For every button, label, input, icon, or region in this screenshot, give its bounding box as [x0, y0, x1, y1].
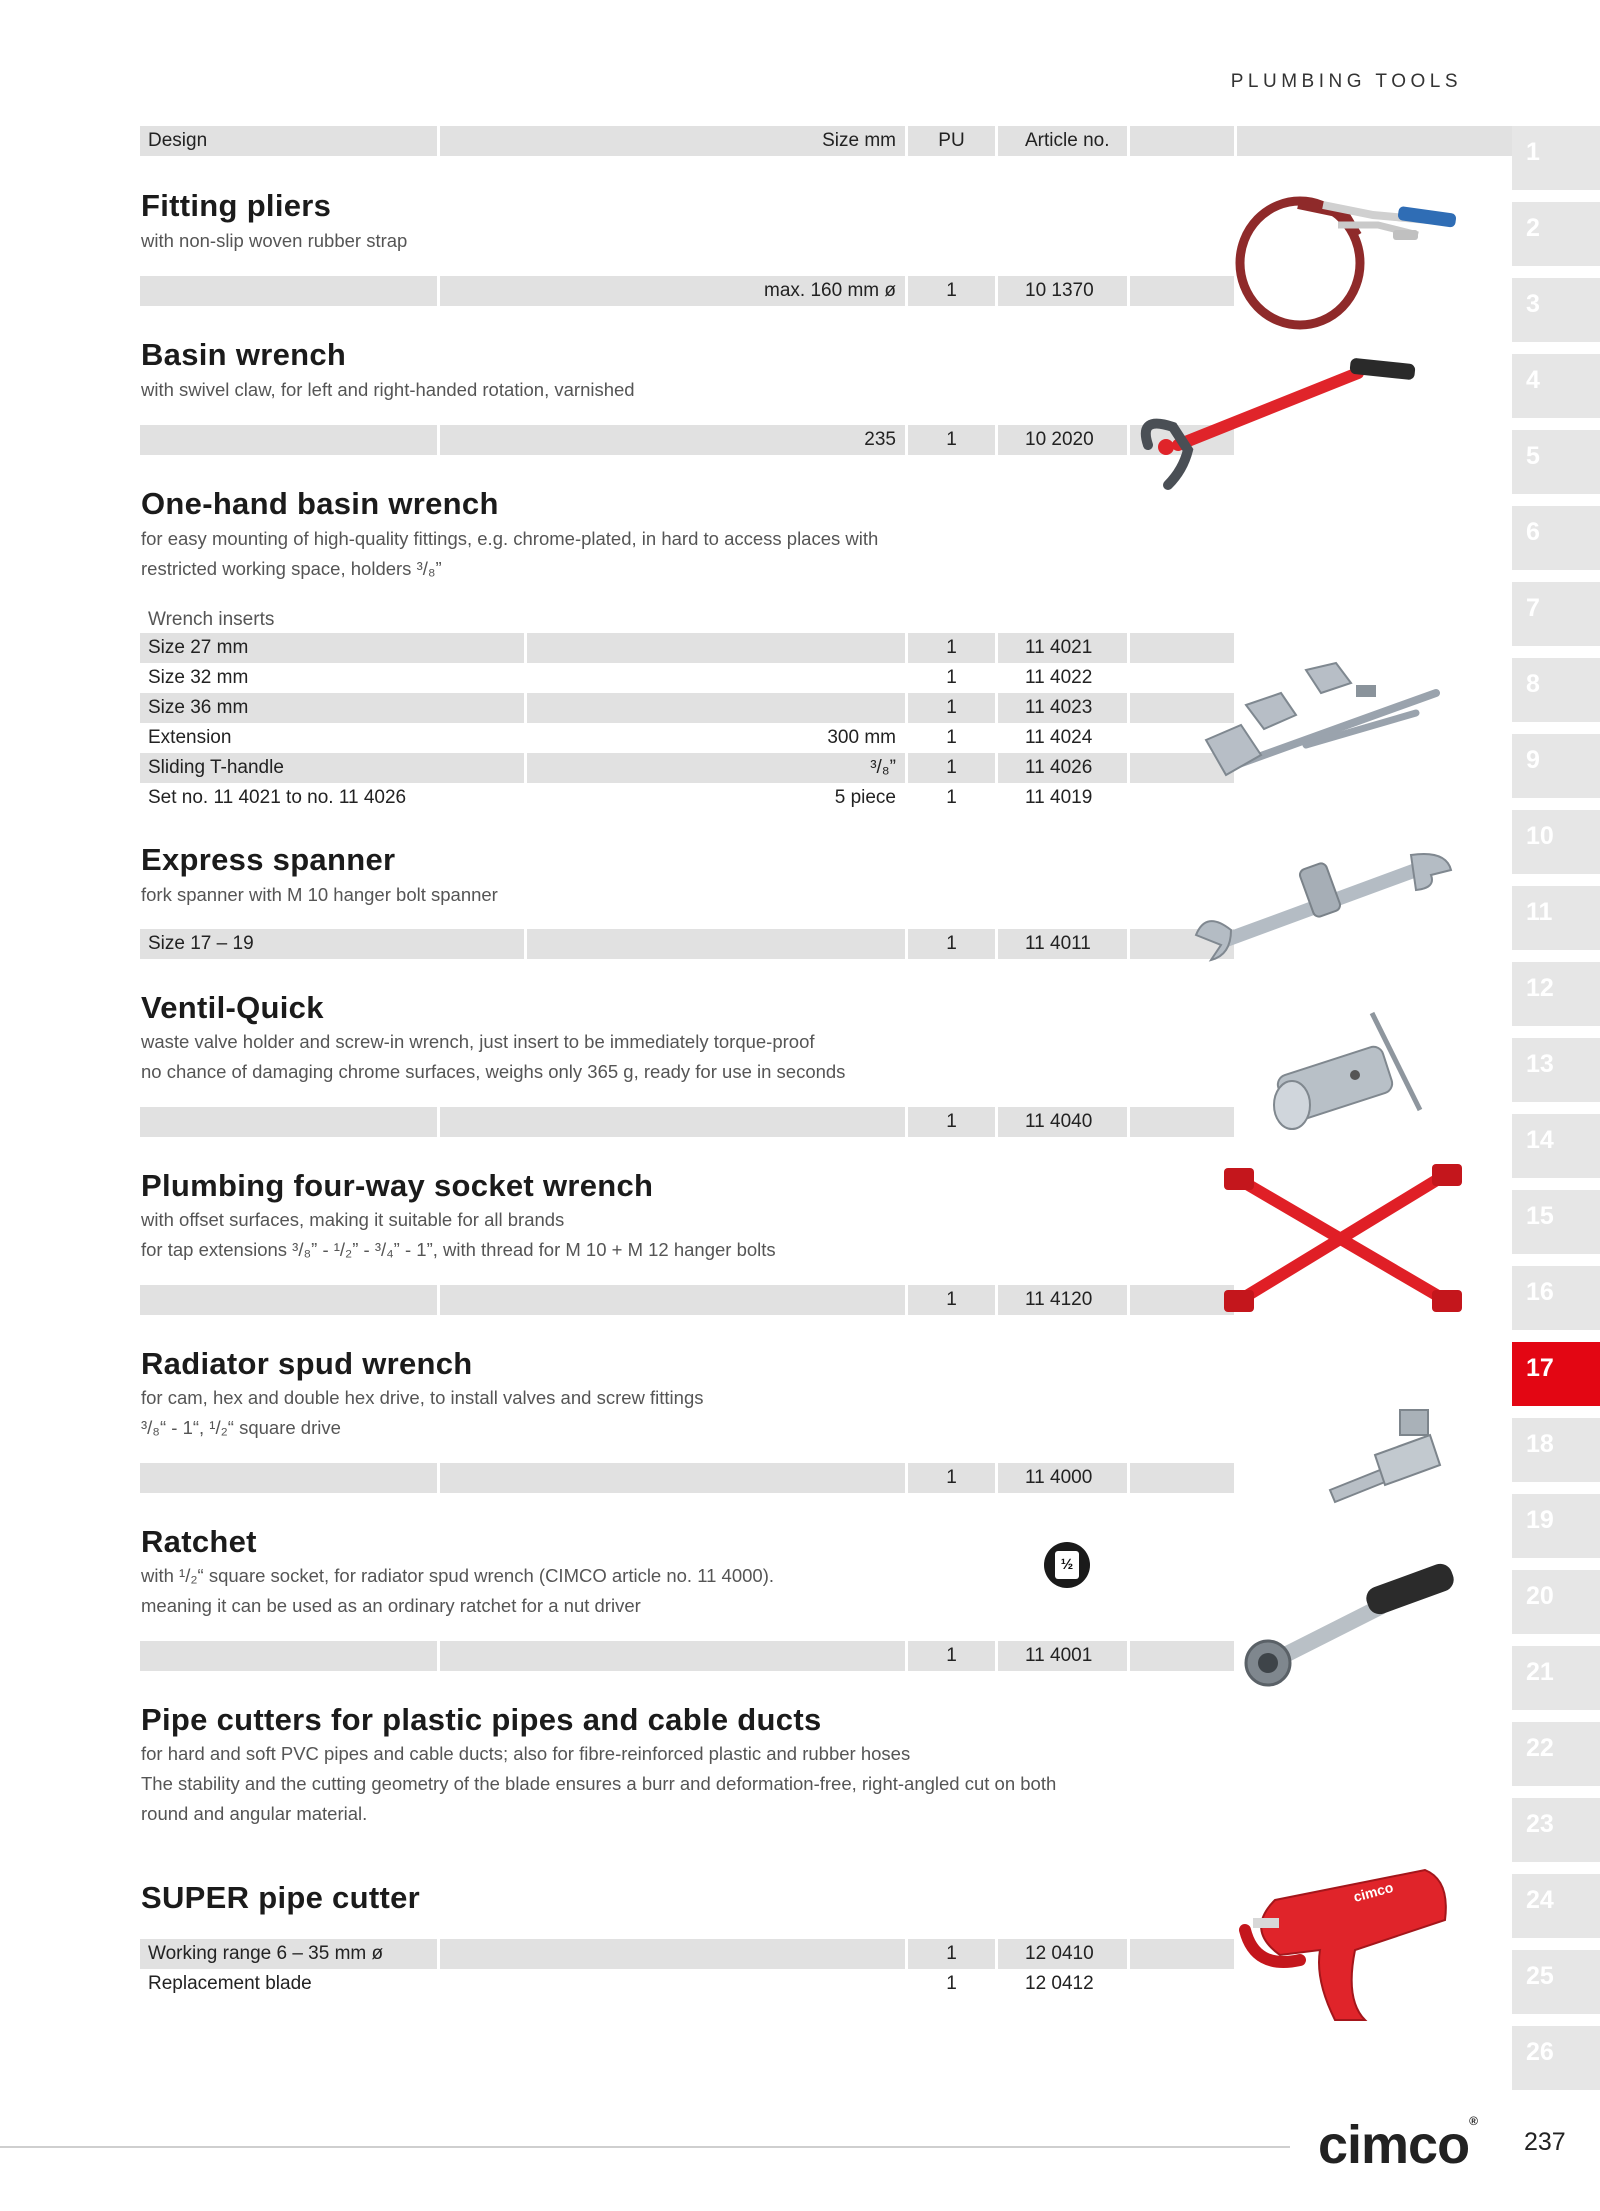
product-desc: with swivel claw, for left and right-handed rotation, varnished: [141, 379, 635, 400]
table-row: [140, 693, 1094, 723]
section-tab[interactable]: 12: [1512, 962, 1600, 1026]
cell-pu: 1: [946, 787, 957, 808]
product-desc: with ¹/₂“ square socket, for radiator spud wrench (CIMCO article no. 11 4000).: [141, 1565, 775, 1586]
section-tab[interactable]: 2: [1512, 202, 1600, 266]
cell-design: [140, 1463, 437, 1493]
footer-divider: [0, 2146, 1290, 2148]
cell-spacer: [1130, 1107, 1234, 1137]
cell-design: Working range 6 – 35 mm ø: [140, 1939, 437, 1969]
express-spanner-image: [1186, 840, 1456, 970]
cell-size: max. 160 mm ø: [440, 276, 905, 306]
table-row: [140, 633, 1094, 663]
svg-text:cimco: cimco: [1351, 1878, 1395, 1905]
cell-pu: 1: [908, 1107, 995, 1137]
cell-article: 11 4000: [998, 1463, 1127, 1493]
cell-size: [527, 929, 905, 959]
section-tab[interactable]: 21: [1512, 1646, 1600, 1710]
cell-design: [140, 276, 437, 306]
table-row: [140, 1285, 1094, 1315]
cell-design: Size 27 mm: [140, 633, 524, 663]
logo-text: cimco: [1318, 2115, 1470, 2175]
cell-pu: 1: [908, 1939, 995, 1969]
section-tab[interactable]: 8: [1512, 658, 1600, 722]
cell-pu: 1: [908, 929, 995, 959]
table-row: [140, 783, 1094, 813]
section-tab[interactable]: 16: [1512, 1266, 1600, 1330]
cell-size: [527, 693, 905, 723]
product-desc: with offset surfaces, making it suitable for all brands: [141, 1209, 565, 1230]
product-title: One-hand basin wrench: [141, 486, 499, 521]
table-row: [140, 1641, 1094, 1671]
radiator-spud-wrench-image: [1320, 1400, 1460, 1510]
cell-size: [527, 633, 905, 663]
product-title: Basin wrench: [141, 337, 347, 372]
cell-pu: 1: [908, 1285, 995, 1315]
section-tab[interactable]: 10: [1512, 810, 1600, 874]
table-header: [140, 126, 1596, 156]
product-title: Fitting pliers: [141, 188, 332, 223]
product-desc: fork spanner with M 10 hanger bolt spanner: [141, 884, 498, 905]
section-tab[interactable]: 23: [1512, 1798, 1600, 1862]
cell-article: 10 2020: [998, 425, 1127, 455]
product-desc: waste valve holder and screw-in wrench, just insert to be immediately torque-proof: [141, 1031, 815, 1052]
cell-design: Replacement blade: [148, 1973, 312, 1994]
table-row: [140, 753, 1094, 783]
table-row: [140, 1107, 1094, 1137]
section-tab-active[interactable]: 17: [1512, 1342, 1600, 1406]
product-title: Radiator spud wrench: [141, 1346, 473, 1381]
product-desc: no chance of damaging chrome surfaces, weighs only 365 g, ready for use in seconds: [141, 1061, 846, 1082]
section-tab[interactable]: 24: [1512, 1874, 1600, 1938]
cell-design: [140, 425, 437, 455]
cell-design: [140, 1107, 437, 1137]
cell-article: 11 4023: [998, 693, 1127, 723]
ventil-quick-image: [1260, 1005, 1460, 1140]
table-row: [140, 425, 1094, 455]
badge-text: ½: [1055, 1551, 1079, 1579]
product-desc: for cam, hex and double hex drive, to install valves and screw fittings: [141, 1387, 704, 1408]
cell-size: ³/₈”: [527, 753, 905, 783]
table-row: [140, 723, 1094, 753]
section-tab[interactable]: 15: [1512, 1190, 1600, 1254]
section-tab[interactable]: 6: [1512, 506, 1600, 570]
cell-article: 11 4120: [998, 1285, 1127, 1315]
cell-spacer: [1130, 1939, 1234, 1969]
cell-design: [140, 1641, 437, 1671]
cell-pu: 1: [908, 753, 995, 783]
cell-pu: 1: [908, 1463, 995, 1493]
table-row: [140, 929, 1094, 959]
cell-size: [440, 1107, 905, 1137]
cell-size: [527, 663, 905, 693]
cell-design: Sliding T-handle: [140, 753, 524, 783]
cell-spacer: [1130, 276, 1234, 306]
product-desc: round and angular material.: [141, 1803, 368, 1824]
product-title: Pipe cutters for plastic pipes and cable ducts: [141, 1702, 822, 1737]
cell-pu: 1: [908, 1641, 995, 1671]
section-tab[interactable]: 1: [1512, 126, 1600, 190]
col-article-header: Article no.: [998, 126, 1127, 156]
cell-article: 11 4019: [1025, 787, 1093, 808]
section-tab[interactable]: 9: [1512, 734, 1600, 798]
cell-size: [440, 1641, 905, 1671]
cell-article: 12 0412: [1025, 1973, 1094, 1994]
cell-size: 235: [440, 425, 905, 455]
cell-design: Size 17 – 19: [140, 929, 524, 959]
cell-pu: 1: [946, 667, 957, 688]
cell-article: 11 4022: [1025, 667, 1093, 688]
four-way-socket-wrench-image: [1210, 1160, 1470, 1320]
cell-design: Set no. 11 4021 to no. 11 4026: [148, 787, 407, 808]
cell-size: [440, 1969, 905, 1999]
section-tab[interactable]: 4: [1512, 354, 1600, 418]
product-desc: ³/₈“ - 1“, ¹/₂“ square drive: [141, 1417, 341, 1438]
col-size-header: Size mm: [440, 126, 905, 156]
registered-mark: ®: [1469, 2114, 1477, 2128]
page-number: 237: [1524, 2128, 1566, 2156]
section-tab[interactable]: 3: [1512, 278, 1600, 342]
product-title: Plumbing four-way socket wrench: [141, 1168, 654, 1203]
section-tab[interactable]: 7: [1512, 582, 1600, 646]
cell-spacer: [1130, 1641, 1234, 1671]
product-desc: meaning it can be used as an ordinary ratchet for a nut driver: [141, 1595, 641, 1616]
section-tab[interactable]: 19: [1512, 1494, 1600, 1558]
section-tab[interactable]: 14: [1512, 1114, 1600, 1178]
ratchet-image: [1230, 1555, 1470, 1690]
one-hand-basin-wrench-image: [1186, 645, 1446, 815]
product-desc: for hard and soft PVC pipes and cable ducts; also for fibre-reinforced plastic and rubber hoses: [141, 1743, 911, 1764]
basin-wrench-image: [1128, 355, 1478, 505]
cell-size: 5 piece: [834, 787, 896, 808]
cell-article: 12 0410: [998, 1939, 1127, 1969]
table-row: [140, 663, 1094, 693]
product-desc: for tap extensions ³/₈” - ¹/₂” - ³/₄” - 1”, with thread for M 10 + M 12 hanger bolts: [141, 1239, 776, 1260]
cell-size: 300 mm: [827, 727, 896, 748]
product-title: Ventil-Quick: [141, 990, 324, 1025]
cell-size: [440, 1285, 905, 1315]
table-row: [140, 276, 1094, 306]
cell-design: Size 36 mm: [140, 693, 524, 723]
cell-pu: 1: [946, 727, 957, 748]
table-row: [140, 1463, 1094, 1493]
product-desc: with non-slip woven rubber strap: [141, 230, 408, 251]
cell-pu: 1: [908, 633, 995, 663]
cell-article: 11 4040: [998, 1107, 1127, 1137]
cell-article: 11 4011: [998, 929, 1127, 959]
section-tab[interactable]: 5: [1512, 430, 1600, 494]
cell-pu: 1: [946, 1973, 957, 1994]
product-title: Ratchet: [141, 1524, 257, 1559]
cell-design: Extension: [148, 727, 232, 748]
cell-article: 11 4024: [1025, 727, 1093, 748]
section-title: PLUMBING TOOLS: [1230, 71, 1462, 92]
section-tab[interactable]: 26: [1512, 2026, 1600, 2090]
fitting-pliers-image: [1228, 175, 1478, 345]
col-pu-header: PU: [908, 126, 995, 156]
cell-design: Size 32 mm: [148, 667, 249, 688]
section-tab[interactable]: 25: [1512, 1950, 1600, 2014]
col-design-header: Design: [140, 126, 437, 156]
cell-article: 10 1370: [998, 276, 1127, 306]
product-desc: for easy mounting of high-quality fittings, e.g. chrome-plated, in hard to access places with: [141, 528, 879, 549]
cell-pu: 1: [908, 425, 995, 455]
cell-pu: 1: [908, 276, 995, 306]
cell-pu: 1: [908, 693, 995, 723]
product-title: Express spanner: [141, 842, 396, 877]
product-title: SUPER pipe cutter: [141, 1880, 420, 1915]
section-tab[interactable]: 20: [1512, 1570, 1600, 1634]
table-row: [140, 1939, 1094, 1969]
table-row: [140, 1969, 1094, 1999]
inserts-label: Wrench inserts: [148, 609, 275, 630]
cell-spacer: [1130, 1463, 1234, 1493]
cell-article: 11 4021: [998, 633, 1127, 663]
cell-article: 11 4026: [998, 753, 1127, 783]
product-desc: restricted working space, holders ³/₈”: [141, 558, 442, 579]
section-tab[interactable]: 11: [1512, 886, 1600, 950]
cimco-logo: [1318, 2114, 1477, 2176]
section-tab[interactable]: 22: [1512, 1722, 1600, 1786]
cell-design: [140, 1285, 437, 1315]
cell-size: [440, 1463, 905, 1493]
product-desc: The stability and the cutting geometry of the blade ensures a burr and deformation-free, right-angled cut on both: [141, 1773, 1057, 1794]
square-drive-badge-icon: [1044, 1542, 1090, 1588]
cell-article: 11 4001: [998, 1641, 1127, 1671]
section-tab[interactable]: 18: [1512, 1418, 1600, 1482]
cell-size: [440, 1939, 905, 1969]
section-tab[interactable]: 13: [1512, 1038, 1600, 1102]
col-spacer: [1130, 126, 1234, 156]
super-pipe-cutter-image: [1225, 1860, 1475, 2030]
